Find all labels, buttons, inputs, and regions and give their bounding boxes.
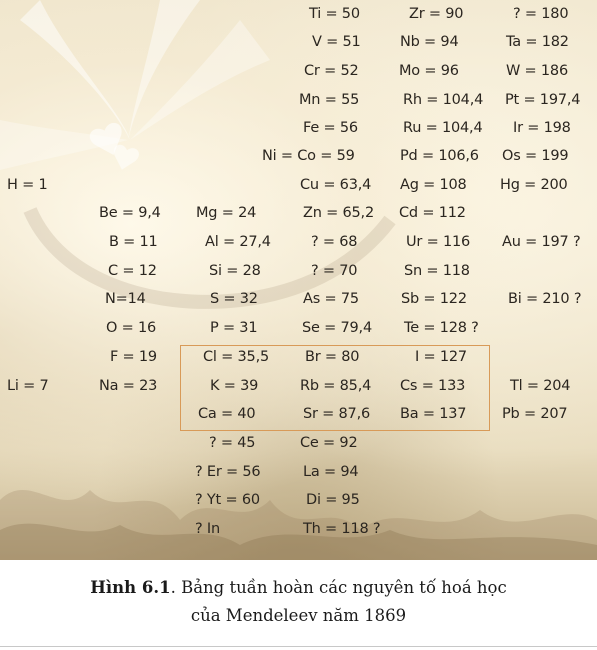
caption-title-part1: . Bảng tuần hoàn các nguyên tố hoá học [170, 578, 507, 597]
cell-q180: ? = 180 [513, 6, 569, 22]
cell-rh: Rh = 104,4 [403, 92, 484, 108]
cell-ir: Ir = 198 [513, 120, 571, 136]
cell-rb: Rb = 85,4 [300, 378, 372, 394]
caption-line-1 [0, 574, 597, 602]
cell-nico: Ni = Co = 59 [262, 148, 355, 164]
cell-br: Br = 80 [305, 349, 360, 365]
cell-ag: Ag = 108 [400, 177, 467, 193]
cell-pt: Pt = 197,4 [505, 92, 581, 108]
cell-be: Be = 9,4 [99, 205, 161, 221]
cell-mo: Mo = 96 [399, 63, 459, 79]
cell-cs: Cs = 133 [400, 378, 466, 394]
cell-mg: Mg = 24 [196, 205, 257, 221]
cell-bi: Bi = 210 ? [508, 291, 582, 307]
cell-ru: Ru = 104,4 [403, 120, 483, 136]
cell-cu: Cu = 63,4 [300, 177, 372, 193]
cell-i: I = 127 [415, 349, 467, 365]
cell-w: W = 186 [506, 63, 568, 79]
cell-hg: Hg = 200 [500, 177, 568, 193]
cell-cd: Cd = 112 [399, 205, 466, 221]
cell-nb: Nb = 94 [400, 34, 459, 50]
cell-na: Na = 23 [99, 378, 158, 394]
cell-th: Th = 118 ? [303, 521, 381, 537]
cell-f: F = 19 [110, 349, 157, 365]
cell-zr: Zr = 90 [409, 6, 464, 22]
cell-h: H = 1 [7, 177, 48, 193]
cell-tl: Tl = 204 [510, 378, 571, 394]
caption-label: Hình 6.1 [90, 578, 171, 597]
cell-er: ? Er = 56 [195, 464, 261, 480]
cell-n: N=14 [105, 291, 146, 307]
cell-in: ? In [195, 521, 220, 537]
cell-p: P = 31 [210, 320, 258, 336]
cell-q68: ? = 68 [311, 234, 358, 250]
cell-c: C = 12 [108, 263, 157, 279]
cell-yt: ? Yt = 60 [195, 492, 260, 508]
cell-ce: Ce = 92 [300, 435, 358, 451]
cell-q45: ? = 45 [209, 435, 256, 451]
cell-di: Di = 95 [306, 492, 360, 508]
cell-ur: Ur = 116 [406, 234, 471, 250]
cell-te: Te = 128 ? [404, 320, 479, 336]
cell-sn: Sn = 118 [404, 263, 470, 279]
cell-s: S = 32 [210, 291, 258, 307]
cell-ca: Ca = 40 [198, 406, 256, 422]
cell-v: V = 51 [312, 34, 361, 50]
cell-ba: Ba = 137 [400, 406, 467, 422]
cell-k: K = 39 [210, 378, 259, 394]
cell-sb: Sb = 122 [401, 291, 467, 307]
cell-os: Os = 199 [502, 148, 569, 164]
cell-pd: Pd = 106,6 [400, 148, 479, 164]
cell-si: Si = 28 [209, 263, 261, 279]
cell-o: O = 16 [106, 320, 157, 336]
cell-pb: Pb = 207 [502, 406, 568, 422]
cell-fe: Fe = 56 [303, 120, 358, 136]
cell-mn: Mn = 55 [299, 92, 360, 108]
figure-caption [0, 574, 597, 630]
cell-cr: Cr = 52 [304, 63, 359, 79]
cell-ti: Ti = 50 [309, 6, 360, 22]
caption-line-2: của Mendeleev năm 1869 [190, 606, 407, 625]
cell-b: B = 11 [109, 234, 158, 250]
cell-au: Au = 197 ? [502, 234, 581, 250]
cell-q70: ? = 70 [311, 263, 358, 279]
cell-la: La = 94 [303, 464, 359, 480]
cell-al: Al = 27,4 [205, 234, 271, 250]
cell-sr: Sr = 87,6 [303, 406, 371, 422]
cell-ta: Ta = 182 [506, 34, 569, 50]
cell-se: Se = 79,4 [302, 320, 372, 336]
cell-li: Li = 7 [7, 378, 49, 394]
cell-as: As = 75 [303, 291, 359, 307]
cell-cl: Cl = 35,5 [203, 349, 270, 365]
cell-zn: Zn = 65,2 [303, 205, 374, 221]
page-divider [0, 646, 597, 647]
